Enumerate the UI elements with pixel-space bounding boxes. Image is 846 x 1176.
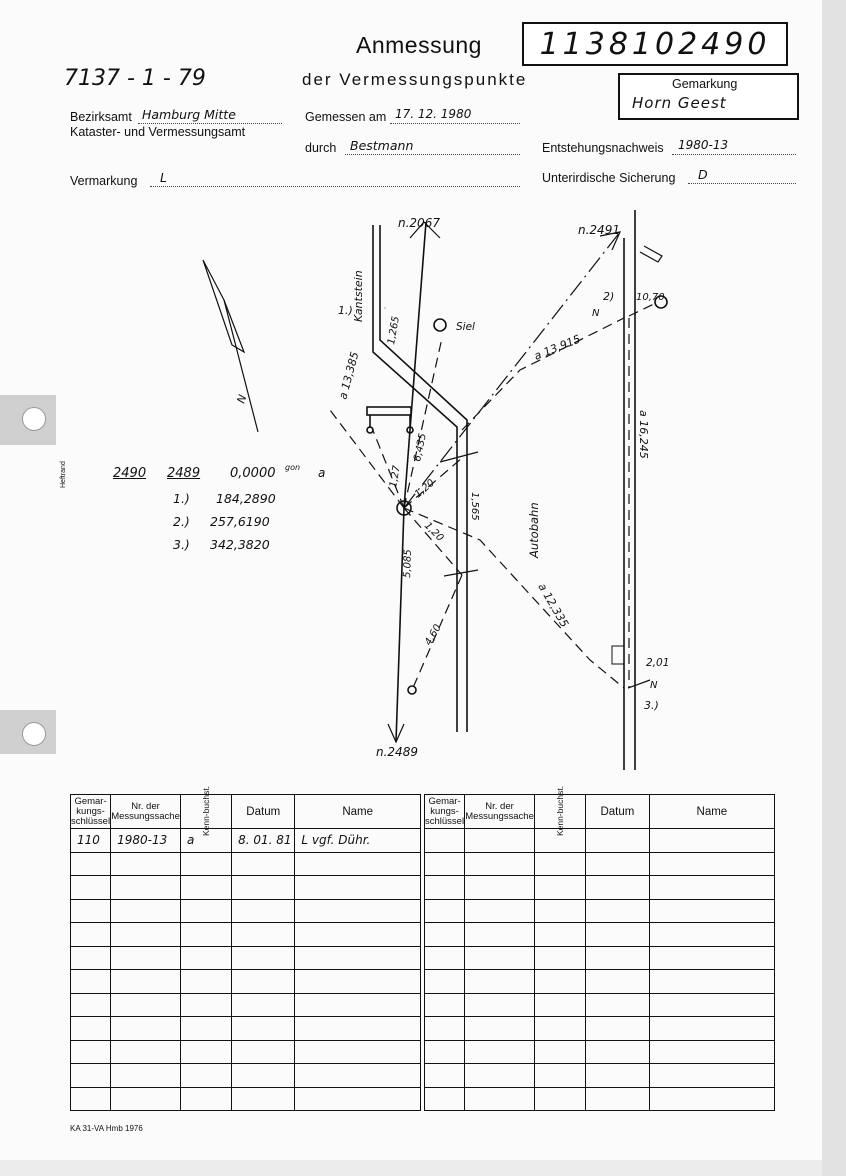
right-header-1: Nr. der Messungssache <box>465 795 535 829</box>
table-row <box>71 876 421 900</box>
label-2067: n.2067 <box>398 216 440 230</box>
north-arrow-shaft <box>224 300 258 432</box>
measure-1070 <box>629 302 658 316</box>
left-cell <box>111 1017 181 1041</box>
measure-label-a13385: a 13,385 <box>336 350 362 401</box>
line-to-2491 <box>404 232 620 508</box>
marker-1: 1.) <box>338 304 353 317</box>
table-row <box>71 829 421 853</box>
table-row <box>425 829 775 853</box>
gemessen-label: Gemessen am <box>305 110 387 124</box>
left-cell <box>295 899 421 923</box>
left-cell: L vgf. Dühr. <box>295 829 421 853</box>
left-cell <box>71 1040 111 1064</box>
right-cell <box>649 876 774 900</box>
measure-a-13915 <box>462 318 624 430</box>
left-cell <box>71 899 111 923</box>
measure-label-127: 1,27 <box>388 464 403 489</box>
table-row <box>425 1064 775 1088</box>
dir-from: 2490 <box>113 466 147 481</box>
right-cell <box>649 1064 774 1088</box>
table-row <box>425 1087 775 1111</box>
left-cell <box>232 852 295 876</box>
measure-a-13385 <box>330 410 404 508</box>
marker-2: 2) <box>603 290 615 303</box>
table-row <box>71 1040 421 1064</box>
right-cell <box>425 829 465 853</box>
measure-label-a12335: a 12,335 <box>535 581 572 630</box>
right-cell <box>586 946 650 970</box>
table-row <box>425 923 775 947</box>
left-header-1: Nr. der Messungssache <box>111 795 181 829</box>
left-cell <box>232 970 295 994</box>
left-cell <box>232 1040 295 1064</box>
curb-line-left <box>373 225 457 732</box>
handwritten-reference: 7137 - 1 - 79 <box>64 66 206 91</box>
left-cell <box>111 1064 181 1088</box>
register-table-left <box>70 785 421 1111</box>
right-cell <box>465 876 535 900</box>
left-cell <box>181 1040 232 1064</box>
right-cell <box>649 1040 774 1064</box>
measure-label-1565: 1,565 <box>469 492 480 521</box>
gemarkung-value: Horn Geest <box>632 94 727 112</box>
table-row <box>425 1040 775 1064</box>
table-row <box>71 946 421 970</box>
point-number: 1138102490 <box>539 26 771 62</box>
left-cell <box>295 1087 421 1111</box>
right-cell <box>535 1087 586 1111</box>
right-header-0: Gemar-kungs-schlüssel <box>425 795 465 827</box>
amt-label: Kataster- und Vermessungsamt <box>70 125 246 139</box>
right-header-3: Datum <box>586 795 650 829</box>
left-cell <box>71 876 111 900</box>
right-cell <box>649 1087 774 1111</box>
left-cell <box>71 970 111 994</box>
left-cell <box>181 1064 232 1088</box>
right-cell <box>586 1087 650 1111</box>
left-cell <box>111 876 181 900</box>
right-cell <box>586 1017 650 1041</box>
table-row <box>71 923 421 947</box>
dir-row-1-value: 184,2890 <box>216 491 276 506</box>
left-cell <box>232 876 295 900</box>
left-cell: 8. 01. 81 <box>232 829 295 853</box>
entstehung-label: Entstehungsnachweis <box>542 141 664 155</box>
table-row <box>71 899 421 923</box>
table-row <box>425 1017 775 1041</box>
left-cell <box>295 923 421 947</box>
left-cell: a <box>181 829 232 853</box>
north-label: N <box>234 393 250 405</box>
right-cell <box>649 852 774 876</box>
marker-box-3-icon <box>612 646 624 664</box>
right-cell <box>649 970 774 994</box>
left-header-4: Name <box>295 795 421 829</box>
right-cell <box>425 876 465 900</box>
right-cell <box>535 923 586 947</box>
right-cell <box>535 1017 586 1041</box>
left-cell <box>232 946 295 970</box>
label-n-3: N <box>650 680 658 691</box>
right-cell <box>535 1064 586 1088</box>
table-row <box>71 852 421 876</box>
heftrand-label: Heftrand <box>60 461 67 488</box>
marker-box-icon <box>640 246 662 262</box>
left-cell <box>181 1087 232 1111</box>
right-cell <box>586 829 650 853</box>
left-cell <box>71 993 111 1017</box>
left-cell <box>111 970 181 994</box>
right-cell <box>425 1087 465 1111</box>
left-cell <box>295 1040 421 1064</box>
left-cell <box>181 876 232 900</box>
right-cell <box>425 1064 465 1088</box>
right-cell <box>465 993 535 1017</box>
table-row <box>71 970 421 994</box>
right-cell <box>649 946 774 970</box>
right-cell <box>586 923 650 947</box>
left-cell <box>111 993 181 1017</box>
line-to-2489 <box>396 508 404 742</box>
right-cell <box>586 876 650 900</box>
right-cell <box>535 852 586 876</box>
right-cell <box>425 970 465 994</box>
left-cell <box>295 876 421 900</box>
left-cell: 1980-13 <box>111 829 181 853</box>
right-cell <box>649 1017 774 1041</box>
label-n-2: N <box>592 308 600 319</box>
vermarkung-value: L <box>160 170 167 185</box>
measure-label-201: 2,01 <box>646 657 670 669</box>
table-row <box>425 876 775 900</box>
marker-3-line <box>628 680 650 688</box>
left-cell <box>181 923 232 947</box>
sign-board-icon <box>367 407 411 415</box>
right-cell <box>465 829 535 853</box>
gemessen-value: 17. 12. 1980 <box>395 107 472 121</box>
label-autobahn: Autobahn <box>527 502 541 558</box>
label-2491: n.2491 <box>578 223 620 237</box>
right-header-4: Name <box>649 795 774 829</box>
dir-row-2-value: 257,6190 <box>210 514 270 529</box>
table-row <box>71 1017 421 1041</box>
left-cell <box>111 946 181 970</box>
dir-row-3-label: 3.) <box>173 537 190 552</box>
dir-to: 2489 <box>167 466 201 481</box>
left-cell <box>71 946 111 970</box>
right-header-2 <box>535 785 586 837</box>
right-cell <box>586 1064 650 1088</box>
left-cell <box>295 946 421 970</box>
vermarkung-label: Vermarkung <box>70 174 138 188</box>
dir-suffix: a <box>318 466 326 480</box>
right-cell <box>425 923 465 947</box>
right-cell <box>535 970 586 994</box>
left-cell <box>71 852 111 876</box>
measure-label-6435: 6,435 <box>412 432 429 463</box>
left-cell <box>71 1017 111 1041</box>
left-cell <box>295 1017 421 1041</box>
left-cell <box>111 923 181 947</box>
measure-label-5085: 5,085 <box>402 549 414 579</box>
right-cell <box>586 970 650 994</box>
right-cell <box>586 899 650 923</box>
left-cell <box>232 993 295 1017</box>
dir-row-1-label: 1.) <box>173 491 190 506</box>
right-cell <box>535 1040 586 1064</box>
left-header-3: Datum <box>232 795 295 829</box>
kenn-header-label: Kenn-buchst. <box>555 785 566 837</box>
right-cell <box>425 1017 465 1041</box>
label-kantstein: Kantstein <box>352 270 365 322</box>
left-cell <box>71 1064 111 1088</box>
right-cell <box>535 899 586 923</box>
bezirksamt-value: Hamburg Mitte <box>142 107 236 122</box>
left-cell <box>181 1017 232 1041</box>
measure-label-1265: 1,265 <box>386 315 402 346</box>
table-row <box>425 899 775 923</box>
left-cell <box>181 970 232 994</box>
sicherung-value: D <box>698 167 708 182</box>
right-cell <box>535 946 586 970</box>
measure-label-a13915: a 13,915 <box>532 332 583 363</box>
measure-label-460: 4,60 <box>423 622 444 648</box>
right-cell <box>465 899 535 923</box>
bezirksamt-label: Bezirksamt <box>70 110 132 124</box>
point-2489-marker <box>408 686 416 694</box>
measure-label-120a: 1,20 <box>412 477 437 501</box>
left-cell <box>232 1064 295 1088</box>
right-cell <box>586 852 650 876</box>
left-cell <box>111 852 181 876</box>
table-row <box>71 1087 421 1111</box>
right-cell <box>586 993 650 1017</box>
right-cell <box>465 1064 535 1088</box>
left-cell <box>232 923 295 947</box>
entstehung-value: 1980-13 <box>678 138 729 152</box>
title-line-2: der Vermessungspunkte <box>302 70 528 89</box>
table-row <box>425 946 775 970</box>
right-cell <box>465 852 535 876</box>
right-cell <box>465 1017 535 1041</box>
right-cell <box>535 993 586 1017</box>
left-cell <box>232 1017 295 1041</box>
durch-value: Bestmann <box>350 138 414 153</box>
left-cell <box>111 1087 181 1111</box>
kenn-header-label: Kenn-buchst. <box>201 785 212 837</box>
right-cell <box>649 829 774 853</box>
left-cell <box>71 923 111 947</box>
right-cell <box>425 946 465 970</box>
marker-3: 3.) <box>644 699 659 712</box>
left-cell <box>111 899 181 923</box>
table-row <box>71 1064 421 1088</box>
measure-label-120b: 1,20 <box>421 520 446 544</box>
right-cell <box>586 1040 650 1064</box>
north-arrow-icon <box>203 260 244 352</box>
left-cell <box>181 899 232 923</box>
left-cell <box>295 970 421 994</box>
table-row <box>425 852 775 876</box>
left-cell: 110 <box>71 829 111 853</box>
label-2489: n.2489 <box>376 745 418 759</box>
title-line-1: Anmessung <box>356 32 482 58</box>
dir-zero: 0,0000 <box>230 466 276 481</box>
dir-row-2-label: 2.) <box>173 514 190 529</box>
left-cell <box>295 993 421 1017</box>
left-cell <box>181 993 232 1017</box>
left-cell <box>295 1064 421 1088</box>
table-row <box>71 993 421 1017</box>
dir-unit: gon <box>285 463 301 472</box>
right-cell <box>465 946 535 970</box>
left-header-0: Gemar-kungs-schlüssel <box>71 795 111 827</box>
dir-row-3-value: 342,3820 <box>210 537 270 552</box>
left-cell <box>181 852 232 876</box>
right-cell <box>425 899 465 923</box>
right-cell <box>649 993 774 1017</box>
left-cell <box>232 1087 295 1111</box>
right-cell <box>425 1040 465 1064</box>
durch-label: durch <box>305 141 337 155</box>
right-cell <box>465 1087 535 1111</box>
left-cell <box>111 1040 181 1064</box>
right-cell <box>465 923 535 947</box>
right-cell <box>535 876 586 900</box>
left-cell <box>232 899 295 923</box>
right-cell <box>425 852 465 876</box>
right-cell <box>425 993 465 1017</box>
measure-label-a16245: a 16,245 <box>637 410 650 459</box>
left-header-2 <box>181 785 232 837</box>
register-table-right <box>424 785 775 1111</box>
sicherung-label: Unterirdische Sicherung <box>542 171 676 185</box>
measure-label-1070: 10,70 <box>636 292 665 303</box>
siel-icon <box>434 319 446 331</box>
right-cell <box>649 899 774 923</box>
left-cell <box>181 946 232 970</box>
right-cell <box>649 923 774 947</box>
table-row <box>425 970 775 994</box>
gemarkung-label: Gemarkung <box>672 77 738 91</box>
form-code: KA 31-VA Hmb 1976 <box>70 1124 143 1133</box>
right-cell <box>465 1040 535 1064</box>
left-cell <box>71 1087 111 1111</box>
right-cell <box>465 970 535 994</box>
table-row <box>425 993 775 1017</box>
left-cell <box>295 852 421 876</box>
label-siel: Siel <box>456 321 475 333</box>
tick-2 <box>444 570 478 576</box>
